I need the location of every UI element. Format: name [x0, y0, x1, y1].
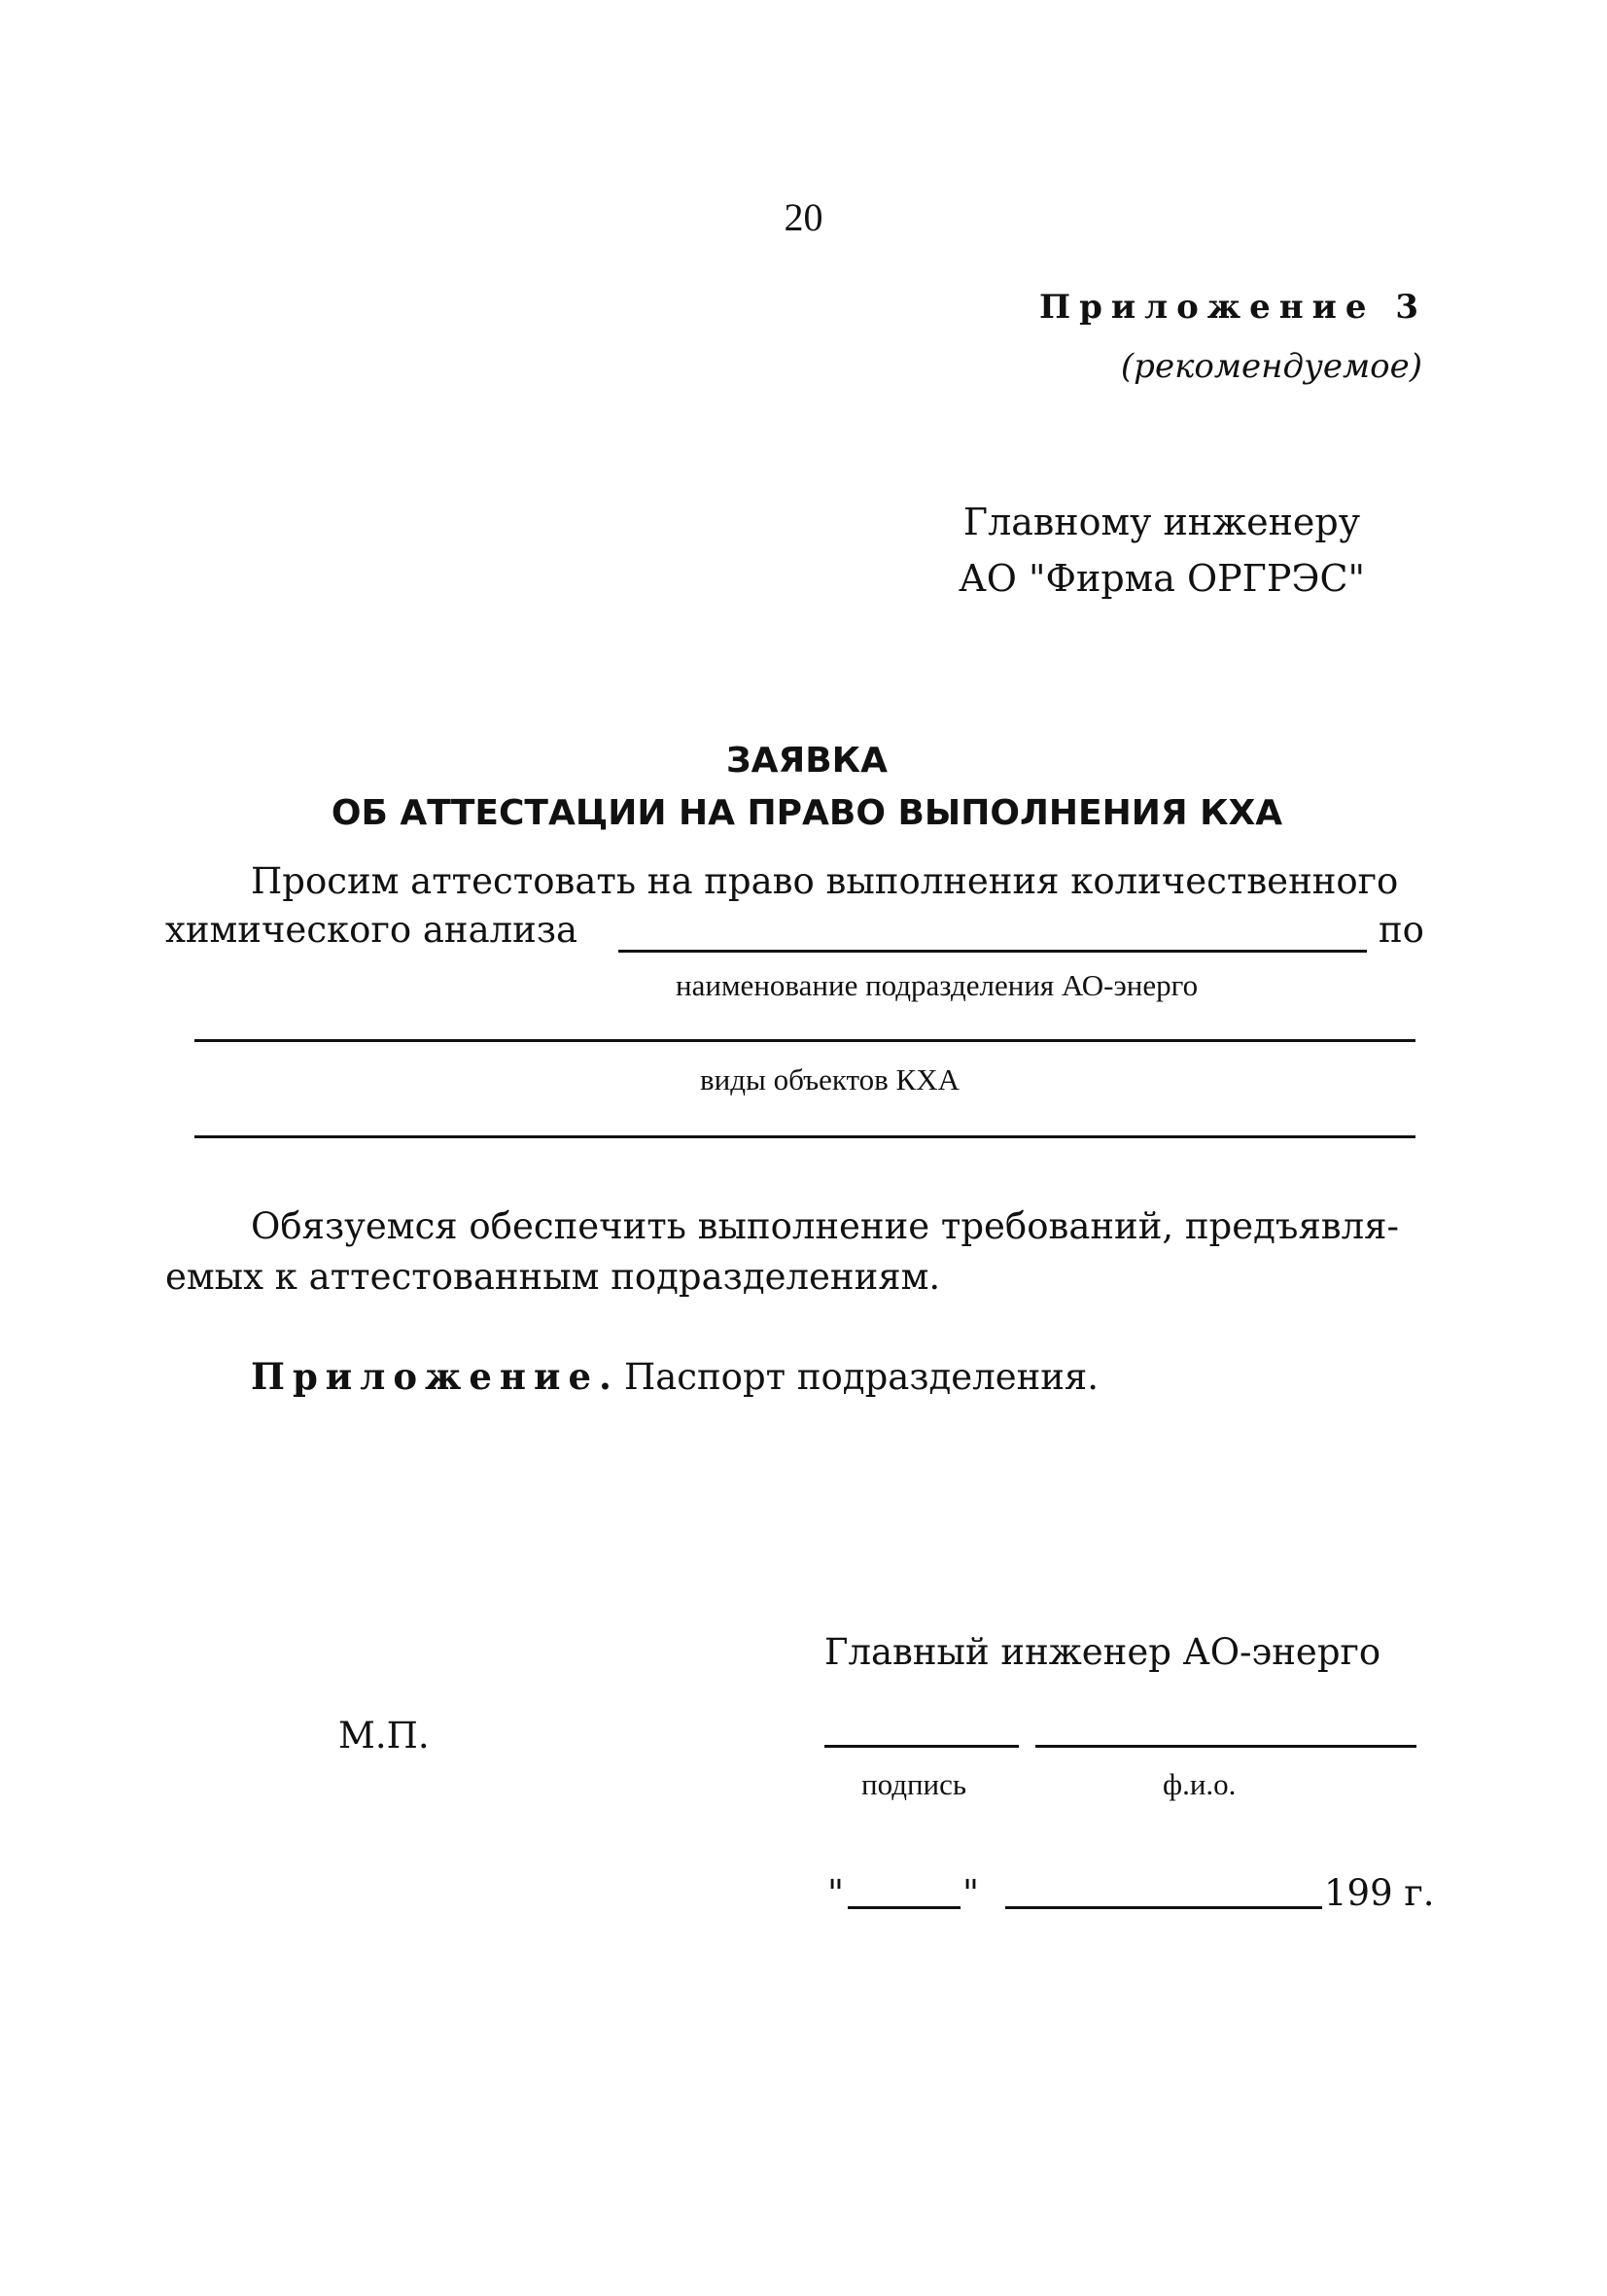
signature-position: Главный инженер АО-энерго: [824, 1631, 1381, 1673]
name-blank-line[interactable]: [1035, 1745, 1416, 1748]
name-caption: ф.и.о.: [1163, 1767, 1237, 1801]
title-line-2: ОБ АТТЕСТАЦИИ НА ПРАВО ВЫПОЛНЕНИЯ КХА: [331, 793, 1283, 833]
seal-label: М.П.: [338, 1715, 430, 1757]
title-line-1: ЗАЯВКА: [726, 741, 888, 781]
document-title: [282, 735, 1332, 840]
page-number: 20: [784, 195, 823, 239]
attachment-label: Приложение.: [251, 1355, 619, 1398]
objects-caption: виды объектов КХА: [700, 1062, 960, 1096]
appendix-heading: Приложение 3: [1039, 288, 1427, 327]
request-line-2-end: по: [1379, 909, 1424, 951]
attachment-line: [251, 1355, 1099, 1398]
signature-caption: подпись: [861, 1767, 967, 1801]
objects-blank-line-1[interactable]: [194, 1039, 1415, 1042]
day-blank-line[interactable]: [848, 1906, 961, 1909]
request-line-1: Просим аттестовать на право выполнения количественного: [251, 860, 1399, 902]
addressee-line-1: Главному инженеру: [962, 501, 1361, 543]
month-blank-line[interactable]: [1005, 1906, 1322, 1909]
addressee-block: [919, 494, 1405, 607]
request-line-2-start: химического анализа: [165, 909, 578, 951]
attachment-text: Паспорт подразделения.: [623, 1356, 1100, 1398]
addressee-line-2: АО "Фирма ОРГРЭС": [958, 557, 1366, 600]
appendix-note: (рекомендуемое): [1120, 347, 1422, 386]
signature-blank-line[interactable]: [824, 1745, 1019, 1748]
objects-blank-line-2[interactable]: [194, 1135, 1415, 1138]
department-blank-line[interactable]: [618, 950, 1367, 953]
obligation-line-1: Обязуемся обеспечить выполнение требований, предъявля-: [251, 1205, 1399, 1247]
date-open-quote: ": [827, 1872, 845, 1914]
date-close-quote: ": [962, 1872, 980, 1914]
obligation-line-2: емых к аттестованным подразделениям.: [165, 1256, 941, 1298]
date-year: 199 г.: [1324, 1872, 1435, 1914]
department-caption: наименование подразделения АО-энерго: [676, 968, 1199, 1002]
